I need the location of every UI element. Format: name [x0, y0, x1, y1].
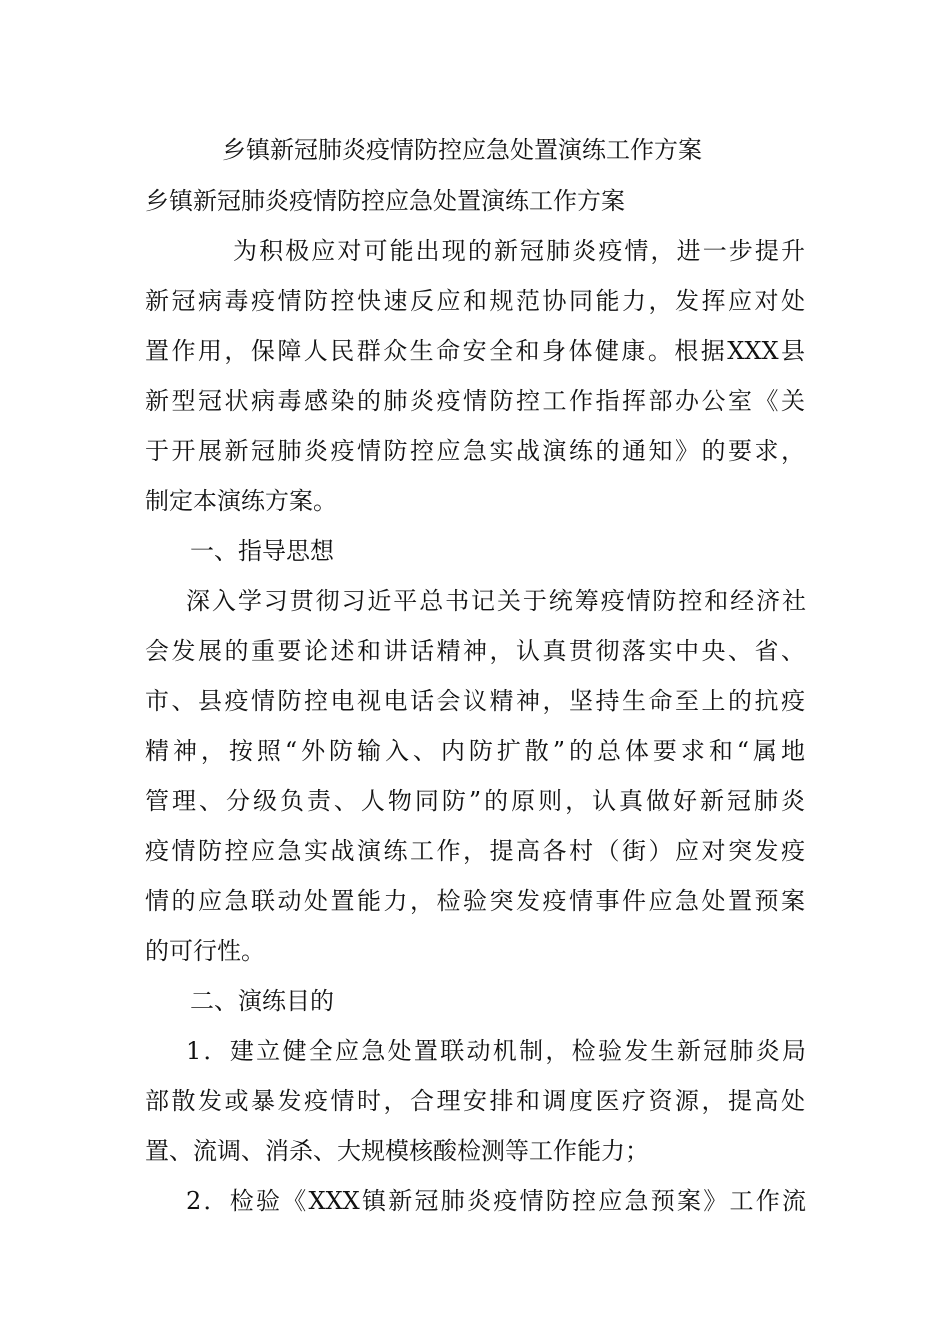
section-heading: 一、指导思想: [190, 537, 334, 565]
paragraph-line: 深入学习贯彻习近平总书记关于统筹疫情防控和经济社: [186, 587, 806, 615]
paragraph-line: 的可行性。: [145, 937, 265, 965]
intro-line: 于开展新冠肺炎疫情防控应急实战演练的通知》的要求，: [145, 437, 805, 465]
intro-line: 置作用，保障人民群众生命安全和身体健康。根据XXX县: [145, 337, 805, 365]
intro-line: 新型冠状病毒感染的肺炎疫情防控工作指挥部办公室《关: [145, 387, 805, 415]
list-item-line: 1．建立健全应急处置联动机制，检验发生新冠肺炎局: [186, 1037, 806, 1065]
paragraph-line: 情的应急联动处置能力，检验突发疫情事件应急处置预案: [145, 887, 805, 915]
paragraph-line: 市、县疫情防控电视电话会议精神，坚持生命至上的抗疫: [145, 687, 805, 715]
paragraph-line: 管理、分级负责、人物同防”的原则，认真做好新冠肺炎: [145, 787, 805, 815]
paragraph-line: 精神，按照“外防输入、内防扩散”的总体要求和“属地: [145, 737, 805, 765]
list-item-line: 部散发或暴发疫情时，合理安排和调度医疗资源，提高处: [145, 1087, 805, 1115]
intro-line: 制定本演练方案。: [145, 487, 337, 515]
document-subtitle: 乡镇新冠肺炎疫情防控应急处置演练工作方案: [145, 187, 625, 215]
intro-line: 为积极应对可能出现的新冠肺炎疫情，进一步提升: [233, 237, 805, 265]
intro-line: 新冠病毒疫情防控快速反应和规范协同能力，发挥应对处: [145, 287, 805, 315]
page-title: 乡镇新冠肺炎疫情防控应急处置演练工作方案: [222, 136, 702, 164]
paragraph-line: 会发展的重要论述和讲话精神，认真贯彻落实中央、省、: [145, 637, 805, 665]
list-item-line: 2．检验《XXX镇新冠肺炎疫情防控应急预案》工作流: [186, 1187, 806, 1215]
list-item-line: 置、流调、消杀、大规模核酸检测等工作能力；: [145, 1137, 649, 1165]
paragraph-line: 疫情防控应急实战演练工作，提高各村（街）应对突发疫: [145, 837, 805, 865]
section-heading: 二、演练目的: [190, 987, 334, 1015]
